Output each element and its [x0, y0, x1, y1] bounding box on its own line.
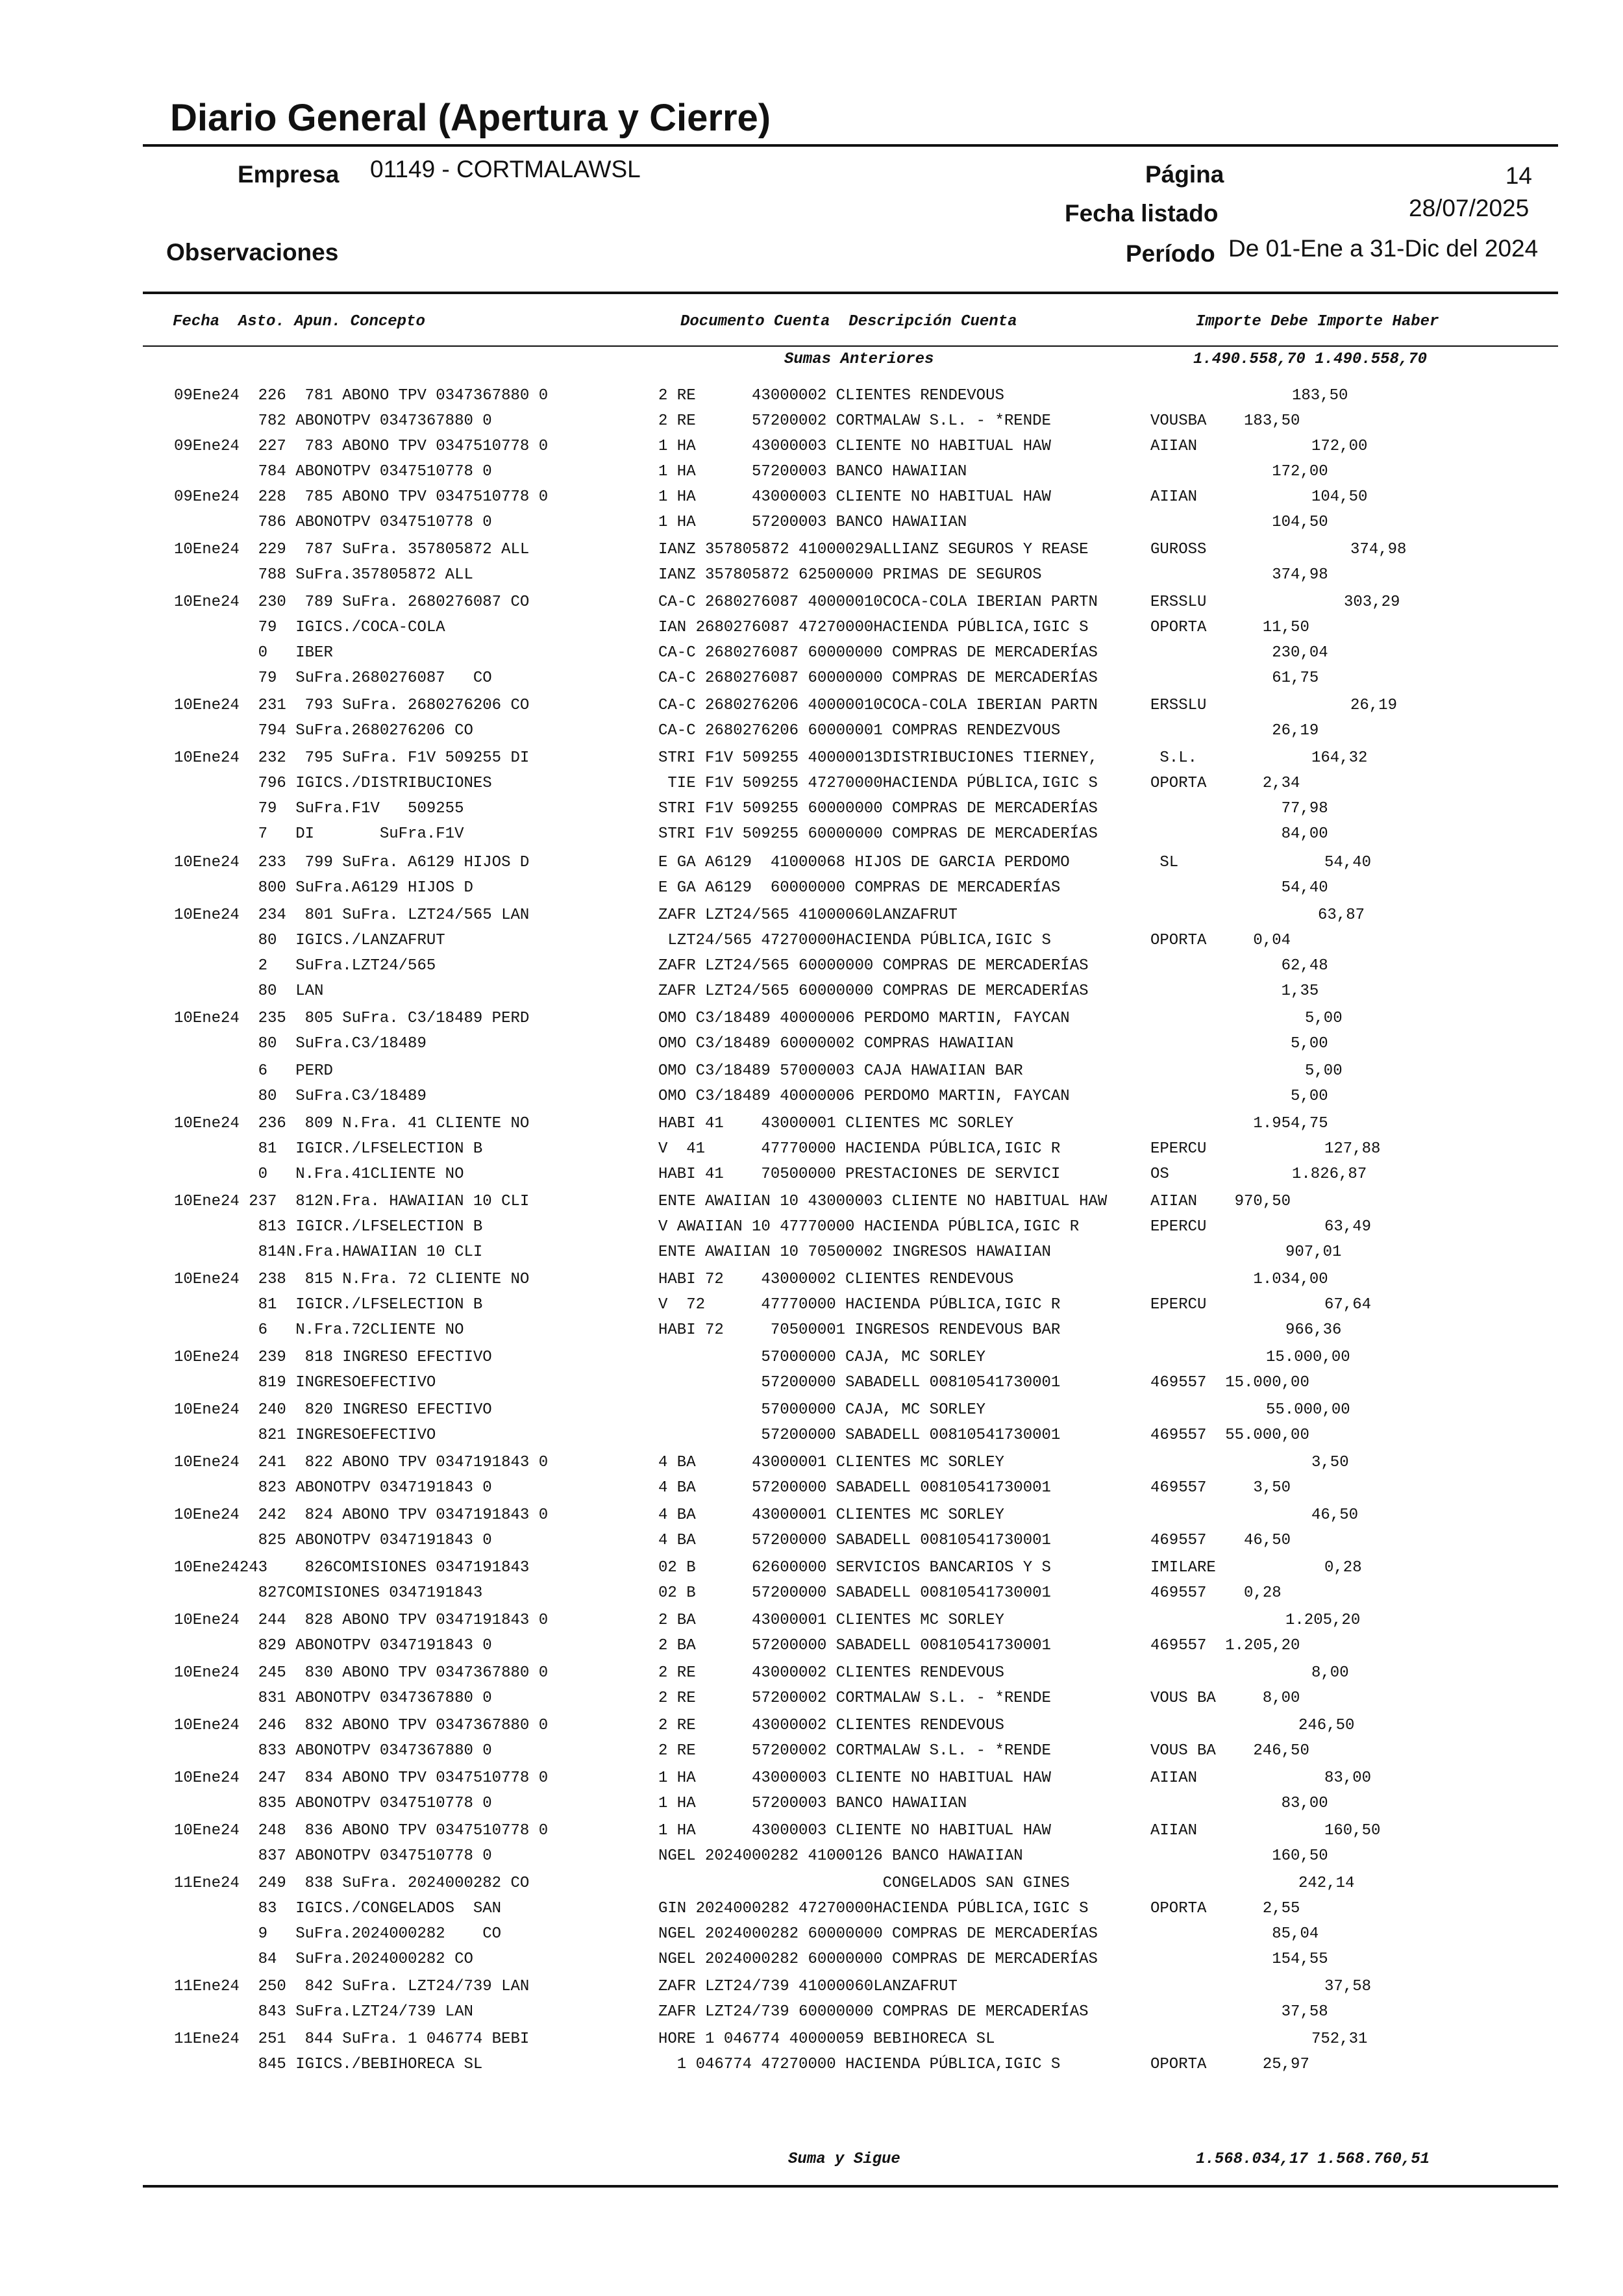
entry-account: 2 RE 57200002 CORTMALAW S.L. - *RENDE	[658, 1742, 1051, 1760]
entry-amount-detail: OS	[1150, 1166, 1169, 1183]
entry-amount-detail: 469557 55.000,00	[1150, 1427, 1309, 1444]
entry-concept: 831 ABONOTPV 0347367880 0	[174, 1690, 492, 1707]
entry-amount-right: 83,00	[1324, 1769, 1372, 1787]
entry-account: 2 BA 43000001 CLIENTES MC SORLEY	[658, 1612, 1004, 1629]
entry-account: 4 BA 57200000 SABADELL 00810541730001	[658, 1479, 1051, 1497]
entry-account: HABI 41 43000001 CLIENTES MC SORLEY	[658, 1115, 1014, 1132]
entry-amount-detail: SL	[1150, 854, 1179, 871]
entry-concept: 80 LAN	[174, 982, 324, 1000]
entry-account: GIN 2024000282 47270000HACIENDA PÚBLICA,IGIC S	[658, 1900, 1089, 1917]
entry-account: NGEL 2024000282 41000126 BANCO HAWAIIAN	[658, 1847, 1023, 1865]
empresa-label: Empresa	[238, 161, 340, 188]
entry-account: 57000000 CAJA, MC SORLEY	[658, 1349, 986, 1366]
entry-concept: 786 ABONOTPV 0347510778 0	[174, 514, 492, 531]
entry-account: OMO C3/18489 40000006 PERDOMO MARTIN, FAYCAN	[658, 1010, 1070, 1027]
entry-concept: 09Ene24 226 781 ABONO TPV 0347367880 0	[174, 387, 549, 405]
entry-amount-right: 127,88	[1324, 1140, 1381, 1158]
column-header-right: Importe Debe Importe Haber	[1196, 313, 1439, 331]
entry-account: E GA A6129 41000068 HIJOS DE GARCIA PERDOMO	[658, 854, 1070, 871]
entry-account: OMO C3/18489 40000006 PERDOMO MARTIN, FAYCAN	[658, 1088, 1070, 1105]
entry-concept: 81 IGICR./LFSELECTION B	[174, 1296, 483, 1314]
entry-amount-detail: AIIAN	[1150, 1769, 1198, 1787]
entry-amount-detail: ERSSLU	[1150, 593, 1207, 611]
entry-concept: 796 IGICS./DISTRIBUCIONES	[174, 775, 492, 792]
entry-amount-detail: AIIAN	[1150, 1822, 1198, 1840]
entry-account: 1 HA 57200003 BANCO HAWAIIAN	[658, 1795, 967, 1812]
entry-amount-detail: 5,00	[1150, 1088, 1328, 1105]
entry-concept: 80 IGICS./LANZAFRUT	[174, 932, 445, 949]
footer-divider	[143, 2185, 1558, 2188]
entry-concept: 10Ene24 237 812N.Fra. HAWAIIAN 10 CLI	[174, 1193, 530, 1210]
entry-account: 1 HA 43000003 CLIENTE NO HABITUAL HAW	[658, 438, 1051, 455]
suma-y-sigue-label: Suma y Sigue	[788, 2151, 900, 2168]
entry-account: STRI F1V 509255 40000013DISTRIBUCIONES TIERNEY,	[658, 749, 1098, 767]
entry-concept: 11Ene24 251 844 SuFra. 1 046774 BEBI	[174, 2030, 530, 2048]
entry-amount-right: 160,50	[1324, 1822, 1381, 1840]
entry-account: CA-C 2680276087 40000010COCA-COLA IBERIAN PARTN	[658, 593, 1098, 611]
entry-account: 4 BA 57200000 SABADELL 00810541730001	[658, 1532, 1051, 1549]
entry-amount-detail: EPERCU	[1150, 1218, 1207, 1236]
entry-account: ZAFR LZT24/565 41000060LANZAFRUT	[658, 906, 958, 924]
entry-amount-detail: AIIAN 970,50	[1150, 1193, 1291, 1210]
pagina-label: Página	[1145, 161, 1224, 188]
entry-account: 1 HA 57200003 BANCO HAWAIIAN	[658, 463, 967, 480]
entry-account: IANZ 357805872 41000029ALLIANZ SEGUROS Y REASE	[658, 541, 1089, 558]
entry-amount-detail: 154,55	[1150, 1951, 1328, 1968]
entry-concept: 79 SuFra.F1V 509255	[174, 800, 464, 817]
entry-amount-detail: 26,19	[1150, 722, 1319, 740]
entry-amount-right: 63,87	[1318, 906, 1365, 924]
entry-amount-detail: 469557 1.205,20	[1150, 1637, 1300, 1654]
entry-amount-right: 164,32	[1311, 749, 1368, 767]
entry-account: CA-C 2680276206 40000010COCA-COLA IBERIAN PARTN	[658, 697, 1098, 714]
entry-amount-detail: 469557 0,28	[1150, 1584, 1282, 1602]
entry-account: 02 B 57200000 SABADELL 00810541730001	[658, 1584, 1051, 1602]
entry-account: 4 BA 43000001 CLIENTES MC SORLEY	[658, 1454, 1004, 1471]
entry-amount-detail: 61,75	[1150, 669, 1319, 687]
report-title: Diario General (Apertura y Cierre)	[170, 97, 771, 139]
entry-concept: 819 INGRESOEFECTIVO	[174, 1374, 436, 1391]
entry-account: IANZ 357805872 62500000 PRIMAS DE SEGUROS	[658, 566, 1042, 584]
entry-amount-right: 966,36	[1285, 1321, 1342, 1339]
entry-amount-right: 172,00	[1311, 438, 1368, 455]
entry-account: NGEL 2024000282 60000000 COMPRAS DE MERCADERÍAS	[658, 1925, 1098, 1943]
entry-concept: 79 SuFra.2680276087 CO	[174, 669, 492, 687]
entry-concept: 10Ene24 245 830 ABONO TPV 0347367880 0	[174, 1664, 549, 1682]
entry-amount-right: 5,00	[1305, 1062, 1343, 1080]
entry-amount-right: 1.205,20	[1285, 1612, 1361, 1629]
entry-amount-detail: 1.954,75	[1150, 1115, 1328, 1132]
entry-concept: 845 IGICS./BEBIHORECA SL	[174, 2056, 483, 2073]
entry-amount-right: 242,14	[1298, 1875, 1355, 1892]
entry-concept: 10Ene24 247 834 ABONO TPV 0347510778 0	[174, 1769, 549, 1787]
entry-amount-detail: 62,48	[1150, 957, 1328, 975]
entry-account: ZAFR LZT24/739 41000060LANZAFRUT	[658, 1978, 958, 1995]
entry-amount-detail: 54,40	[1150, 879, 1328, 897]
entry-account: NGEL 2024000282 60000000 COMPRAS DE MERCADERÍAS	[658, 1951, 1098, 1968]
entry-amount-detail: 374,98	[1150, 566, 1328, 584]
entry-account: HABI 41 70500000 PRESTACIONES DE SERVICI	[658, 1166, 1061, 1183]
sumas-anteriores-values: 1.490.558,70 1.490.558,70	[1193, 351, 1428, 368]
entry-account: 57200000 SABADELL 00810541730001	[658, 1374, 1061, 1391]
entry-account: 2 RE 57200002 CORTMALAW S.L. - *RENDE	[658, 1690, 1051, 1707]
entry-concept: 829 ABONOTPV 0347191843 0	[174, 1637, 492, 1654]
entry-amount-detail: ERSSLU	[1150, 697, 1207, 714]
periodo-label: Período	[1126, 240, 1215, 267]
entry-account: ZAFR LZT24/565 60000000 COMPRAS DE MERCADERÍAS	[658, 957, 1089, 975]
entry-amount-detail: OPORTA 2,55	[1150, 1900, 1300, 1917]
observaciones-label: Observaciones	[166, 239, 339, 266]
entry-account: 1 HA 57200003 BANCO HAWAIIAN	[658, 514, 967, 531]
entry-account: HABI 72 43000002 CLIENTES RENDEVOUS	[658, 1271, 1014, 1288]
column-header-middle: Documento Cuenta Descripción Cuenta	[680, 313, 1017, 331]
entry-concept: 09Ene24 227 783 ABONO TPV 0347510778 0	[174, 438, 549, 455]
entry-amount-right: 67,64	[1324, 1296, 1372, 1314]
entry-amount-detail: 160,50	[1150, 1847, 1328, 1865]
entry-amount-right: 752,31	[1311, 2030, 1368, 2048]
empresa-value: 01149 - CORTMALAWSL	[370, 156, 641, 182]
fecha-listado-label: Fecha listado	[1065, 200, 1219, 227]
entry-concept: 827COMISIONES 0347191843	[174, 1584, 483, 1602]
entry-concept: 10Ene24 232 795 SuFra. F1V 509255 DI	[174, 749, 530, 767]
entry-concept: 837 ABONOTPV 0347510778 0	[174, 1847, 492, 1865]
entry-concept: 823 ABONOTPV 0347191843 0	[174, 1479, 492, 1497]
entry-amount-right: 374,98	[1350, 541, 1407, 558]
entry-account: 1 046774 47270000 HACIENDA PÚBLICA,IGIC S	[658, 2056, 1061, 2073]
entry-concept: 10Ene24 246 832 ABONO TPV 0347367880 0	[174, 1717, 549, 1734]
entry-concept: 10Ene24 233 799 SuFra. A6129 HIJOS D	[174, 854, 530, 871]
entry-concept: 10Ene24 241 822 ABONO TPV 0347191843 0	[174, 1454, 549, 1471]
entry-account: ENTE AWAIIAN 10 70500002 INGRESOS HAWAIIAN	[658, 1243, 1051, 1261]
entry-account: HORE 1 046774 40000059 BEBIHORECA SL	[658, 2030, 995, 2048]
entry-concept: 835 ABONOTPV 0347510778 0	[174, 1795, 492, 1812]
entry-concept: 0 IBER	[174, 644, 333, 662]
entry-amount-right: 63,49	[1324, 1218, 1372, 1236]
entry-concept: 10Ene24 244 828 ABONO TPV 0347191843 0	[174, 1612, 549, 1629]
entry-amount-detail: OPORTA 0,04	[1150, 932, 1291, 949]
entry-amount-detail: 469557 15.000,00	[1150, 1374, 1309, 1391]
entry-concept: 10Ene24 234 801 SuFra. LZT24/565 LAN	[174, 906, 530, 924]
entry-concept: 0 N.Fra.41CLIENTE NO	[174, 1166, 464, 1183]
entry-amount-detail: 5,00	[1150, 1035, 1328, 1053]
entry-amount-right: 26,19	[1350, 697, 1398, 714]
entry-concept: 10Ene24 238 815 N.Fra. 72 CLIENTE NO	[174, 1271, 530, 1288]
entry-amount-right: 15.000,00	[1266, 1349, 1350, 1366]
entry-concept: 794 SuFra.2680276206 CO	[174, 722, 473, 740]
entry-amount-right: 183,50	[1292, 387, 1348, 405]
entry-amount-right: 46,50	[1311, 1506, 1359, 1524]
entry-concept: 10Ene24 236 809 N.Fra. 41 CLIENTE NO	[174, 1115, 530, 1132]
entry-amount-detail: 469557 3,50	[1150, 1479, 1291, 1497]
periodo-value: De 01-Ene a 31-Dic del 2024	[1228, 235, 1539, 262]
entry-account: 2 RE 43000002 CLIENTES RENDEVOUS	[658, 1664, 1004, 1682]
entry-concept: 2 SuFra.LZT24/565	[174, 957, 436, 975]
entry-concept: 7 DI SuFra.F1V	[174, 825, 464, 843]
entry-concept: 11Ene24 250 842 SuFra. LZT24/739 LAN	[174, 1978, 530, 1995]
entry-amount-detail: GUROSS	[1150, 541, 1207, 558]
entry-account: OMO C3/18489 60000002 COMPRAS HAWAIIAN	[658, 1035, 1014, 1053]
entry-concept: 81 IGICR./LFSELECTION B	[174, 1140, 483, 1158]
entry-account: ZAFR LZT24/739 60000000 COMPRAS DE MERCADERÍAS	[658, 2003, 1089, 2021]
column-header-left: Fecha Asto. Apun. Concepto	[173, 313, 425, 331]
entry-concept: 10Ene24 239 818 INGRESO EFECTIVO	[174, 1349, 492, 1366]
entry-amount-detail: 172,00	[1150, 463, 1328, 480]
entry-amount-right: 8,00	[1311, 1664, 1349, 1682]
entry-account: CA-C 2680276087 60000000 COMPRAS DE MERCADERÍAS	[658, 644, 1098, 662]
entry-amount-detail: 77,98	[1150, 800, 1328, 817]
entry-account: 57200000 SABADELL 00810541730001	[658, 1427, 1061, 1444]
entry-amount-detail: 1.034,00	[1150, 1271, 1328, 1288]
entry-concept: 10Ene24 242 824 ABONO TPV 0347191843 0	[174, 1506, 549, 1524]
entry-account: CA-C 2680276206 60000001 COMPRAS RENDEZVOUS	[658, 722, 1061, 740]
entry-account: 2 RE 43000002 CLIENTES RENDEVOUS	[658, 387, 1004, 405]
entry-concept: 11Ene24 249 838 SuFra. 2024000282 CO	[174, 1875, 530, 1892]
entry-amount-right: 0,28	[1324, 1559, 1362, 1577]
entry-amount-detail: VOUS BA 8,00	[1150, 1690, 1300, 1707]
entry-concept: 80 SuFra.C3/18489	[174, 1035, 427, 1053]
entry-concept: 10Ene24 231 793 SuFra. 2680276206 CO	[174, 697, 530, 714]
entry-amount-detail: OPORTA 11,50	[1150, 619, 1309, 636]
entry-account: 02 B 62600000 SERVICIOS BANCARIOS Y S	[658, 1559, 1051, 1577]
entry-concept: 6 N.Fra.72CLIENTE NO	[174, 1321, 464, 1339]
entry-concept: 800 SuFra.A6129 HIJOS D	[174, 879, 473, 897]
fecha-listado-value: 28/07/2025	[1409, 195, 1530, 221]
entry-account: HABI 72 70500001 INGRESOS RENDEVOUS BAR	[658, 1321, 1061, 1339]
entry-concept: 814N.Fra.HAWAIIAN 10 CLI	[174, 1243, 483, 1261]
entry-account: IAN 2680276087 47270000HACIENDA PÚBLICA,IGIC S	[658, 619, 1089, 636]
entry-amount-right: 303,29	[1344, 593, 1400, 611]
entry-amount-detail: EPERCU	[1150, 1140, 1207, 1158]
entry-concept: 10Ene24 230 789 SuFra. 2680276087 CO	[174, 593, 530, 611]
entry-amount-detail: 85,04	[1150, 1925, 1319, 1943]
entry-account: 2 RE 57200002 CORTMALAW S.L. - *RENDE	[658, 412, 1051, 430]
entry-amount-detail: OPORTA 2,34	[1150, 775, 1300, 792]
pagina-value: 14	[1505, 162, 1532, 189]
entry-amount-detail: 469557 46,50	[1150, 1532, 1291, 1549]
entry-account: CA-C 2680276087 60000000 COMPRAS DE MERCADERÍAS	[658, 669, 1098, 687]
entry-account: CONGELADOS SAN GINES	[658, 1875, 1070, 1892]
entry-concept: 843 SuFra.LZT24/739 LAN	[174, 2003, 473, 2021]
entry-amount-detail: IMILARE	[1150, 1559, 1216, 1577]
entry-account: STRI F1V 509255 60000000 COMPRAS DE MERCADERÍAS	[658, 800, 1098, 817]
entry-concept: 9 SuFra.2024000282 CO	[174, 1925, 502, 1943]
entry-account: LZT24/565 47270000HACIENDA PÚBLICA,IGIC S	[658, 932, 1051, 949]
entry-amount-detail: OPORTA 25,97	[1150, 2056, 1309, 2073]
entry-amount-detail: S.L.	[1150, 749, 1198, 767]
entry-amount-detail: 1,35	[1150, 982, 1319, 1000]
entry-account: TIE F1V 509255 47270000HACIENDA PÚBLICA,IGIC S	[658, 775, 1098, 792]
entry-amount-detail: VOUS BA 246,50	[1150, 1742, 1309, 1760]
entry-concept: 80 SuFra.C3/18489	[174, 1088, 427, 1105]
entry-amount-right: 246,50	[1298, 1717, 1355, 1734]
entry-account: 1 HA 43000003 CLIENTE NO HABITUAL HAW	[658, 1769, 1051, 1787]
entry-concept: 09Ene24 228 785 ABONO TPV 0347510778 0	[174, 488, 549, 506]
entry-account: E GA A6129 60000000 COMPRAS DE MERCADERÍAS	[658, 879, 1061, 897]
entry-amount-right: 55.000,00	[1266, 1401, 1350, 1419]
entry-concept: 782 ABONOTPV 0347367880 0	[174, 412, 492, 430]
entry-account: STRI F1V 509255 60000000 COMPRAS DE MERCADERÍAS	[658, 825, 1098, 843]
entry-account: 57000000 CAJA, MC SORLEY	[658, 1401, 986, 1419]
entry-amount-right: 104,50	[1311, 488, 1368, 506]
entry-amount-right: 1.826,87	[1292, 1166, 1367, 1183]
entry-account: 1 HA 43000003 CLIENTE NO HABITUAL HAW	[658, 488, 1051, 506]
entry-amount-detail: 104,50	[1150, 514, 1328, 531]
entry-amount-detail: 230,04	[1150, 644, 1328, 662]
entry-amount-right: 37,58	[1324, 1978, 1372, 1995]
entry-account: 1 HA 43000003 CLIENTE NO HABITUAL HAW	[658, 1822, 1051, 1840]
entry-amount-detail: 37,58	[1150, 2003, 1328, 2021]
entry-account: OMO C3/18489 57000003 CAJA HAWAIIAN BAR	[658, 1062, 1023, 1080]
entry-account: V AWAIIAN 10 47770000 HACIENDA PÚBLICA,IGIC R	[658, 1218, 1080, 1236]
entry-concept: 84 SuFra.2024000282 CO	[174, 1951, 473, 1968]
sumas-anteriores-label: Sumas Anteriores	[784, 351, 934, 368]
entry-account: V 41 47770000 HACIENDA PÚBLICA,IGIC R	[658, 1140, 1061, 1158]
entry-concept: 83 IGICS./CONGELADOS SAN	[174, 1900, 502, 1917]
entry-concept: 10Ene24243 826COMISIONES 0347191843	[174, 1559, 530, 1577]
entry-amount-detail: AIIAN	[1150, 438, 1198, 455]
entry-concept: 10Ene24 240 820 INGRESO EFECTIVO	[174, 1401, 492, 1419]
entry-account: 2 BA 57200000 SABADELL 00810541730001	[658, 1637, 1051, 1654]
entry-account: 2 RE 43000002 CLIENTES RENDEVOUS	[658, 1717, 1004, 1734]
entry-amount-detail: EPERCU	[1150, 1296, 1207, 1314]
entry-amount-right: 54,40	[1324, 854, 1372, 871]
entry-amount-detail: AIIAN	[1150, 488, 1198, 506]
entry-amount-right: 907,01	[1285, 1243, 1342, 1261]
entry-amount-detail: 84,00	[1150, 825, 1328, 843]
entry-concept: 821 INGRESOEFECTIVO	[174, 1427, 436, 1444]
entry-concept: 813 IGICR./LFSELECTION B	[174, 1218, 483, 1236]
suma-y-sigue-values: 1.568.034,17 1.568.760,51	[1196, 2151, 1430, 2168]
entry-amount-detail: VOUSBA 183,50	[1150, 412, 1300, 430]
entry-amount-right: 5,00	[1305, 1010, 1343, 1027]
entry-account: ENTE AWAIIAN 10 43000003 CLIENTE NO HABITUAL HAW	[658, 1193, 1108, 1210]
entry-concept: 10Ene24 229 787 SuFra. 357805872 ALL	[174, 541, 530, 558]
entry-concept: 788 SuFra.357805872 ALL	[174, 566, 473, 584]
entry-account: ZAFR LZT24/565 60000000 COMPRAS DE MERCADERÍAS	[658, 982, 1089, 1000]
entry-amount-detail: 83,00	[1150, 1795, 1328, 1812]
entry-concept: 10Ene24 235 805 SuFra. C3/18489 PERD	[174, 1010, 530, 1027]
entry-amount-right: 3,50	[1311, 1454, 1349, 1471]
entry-concept: 79 IGICS./COCA-COLA	[174, 619, 445, 636]
entry-concept: 825 ABONOTPV 0347191843 0	[174, 1532, 492, 1549]
entry-concept: 833 ABONOTPV 0347367880 0	[174, 1742, 492, 1760]
entry-account: V 72 47770000 HACIENDA PÚBLICA,IGIC R	[658, 1296, 1061, 1314]
entry-concept: 6 PERD	[174, 1062, 333, 1080]
entry-concept: 784 ABONOTPV 0347510778 0	[174, 463, 492, 480]
entry-account: 4 BA 43000001 CLIENTES MC SORLEY	[658, 1506, 1004, 1524]
entry-concept: 10Ene24 248 836 ABONO TPV 0347510778 0	[174, 1822, 549, 1840]
